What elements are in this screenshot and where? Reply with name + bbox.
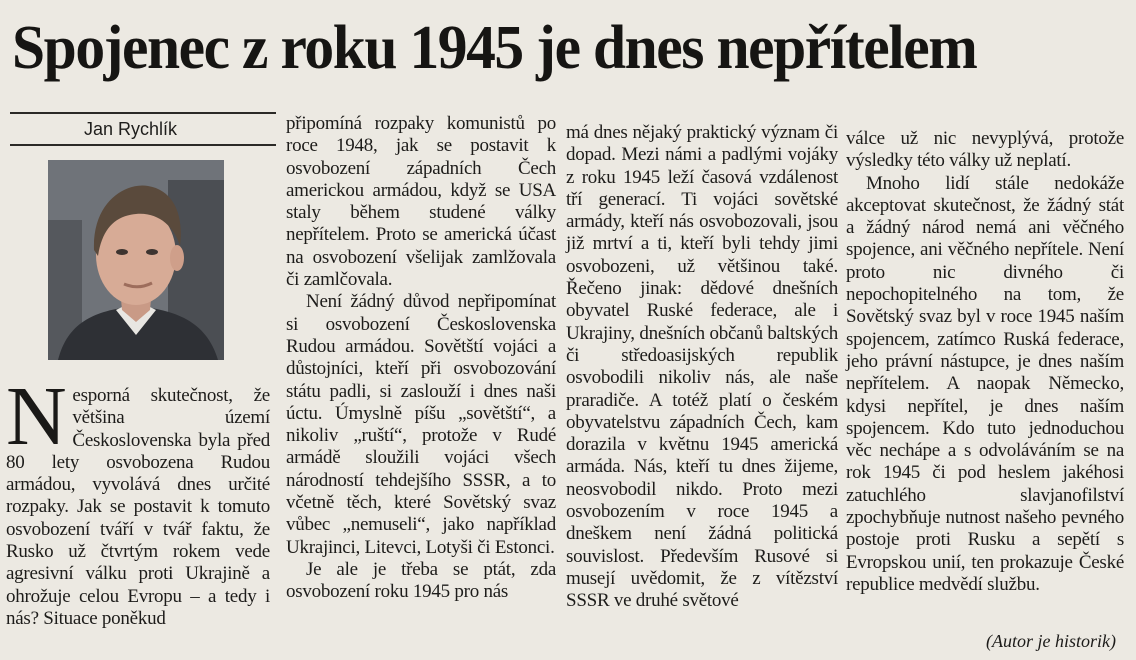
column-2-paragraph-1: připomíná rozpaky komunistů po roce 1948, jak se postavit k osvobození západních Čech americkou armádou, když se USA staly během studené války nepřítelem. Proto se americká účast na osvobození všelijak zamlžovala či zamlčovala. bbox=[286, 113, 556, 291]
author-byline: Jan Rychlík bbox=[84, 119, 178, 139]
lead-text: esporná skutečnost, že většina území Československa byla před 80 lety osvobozena Rudou armádou, vyvolává dnes určité rozpaky. Jak se postavit k tomuto osvobození tváří v tvář faktu, že Rusko už čtvrtým rokem vede agresivní válku proti Ukrajině a ohrožuje celou Evropu – a tedy i nás? Situace poněkud bbox=[6, 385, 270, 629]
author-signature: (Autor je historik) bbox=[986, 631, 1116, 651]
dropcap-letter: N bbox=[6, 370, 67, 463]
article-column-3 bbox=[566, 122, 838, 613]
byline-rule-bottom bbox=[10, 144, 276, 146]
lead-paragraph bbox=[6, 370, 270, 630]
article-column-2 bbox=[286, 113, 556, 604]
article-headline: Spojenec z roku 1945 je dnes nepřítelem bbox=[12, 14, 977, 82]
byline-rule-top bbox=[10, 112, 276, 114]
column-4-paragraph-1: válce už nic nevyplývá, protože výsledky této války už neplatí. bbox=[846, 128, 1124, 172]
author-photo bbox=[48, 160, 224, 360]
column-2-paragraph-3: Je ale je třeba se ptát, zda osvobození roku 1945 pro nás bbox=[286, 558, 556, 603]
column-4-paragraph-2: Mnoho lidí stále nedokáže akceptovat skutečnost, že žádný stát a žádný národ nemá ani věčného spojence, ani věčného nepřítele. Není proto nic divného či nepochopitelného na tom, že Sovětský svaz byl v roce 1945 naším spojencem, zatímco Ruská federace, jeho právní nástupce, je dnes naším nepřítelem. A naopak Německo, kdysi nepřítel, je dnes naším spojencem. Kdo tuto jednoduchou věc nechápe a s odvoláváním se na rok 1945 či pod heslem jakéhosi zatuchlého slavjanofilství zpochybňuje nutnost našeho pevného postoje proti Rusku a sepětí s Evropskou unií, ten prokazuje České republice medvědí službu. bbox=[846, 172, 1124, 595]
column-3-paragraph-1: má dnes nějaký praktický význam či dopad. Mezi námi a padlými vojáky z roku 1945 leží časová vzdálenost tří generací. Ti vojáci sovětské armády, kteří nás osvobozovali, jsou již mrtví a ti, kteří byli tehdy jimi osvobozeni, už většinou také. Řečeno jinak: dědové dnešních obyvatel Ruské federace, ale i Ukrajiny, dnešních občanů baltských či středoasijských republik osvobodili nikoliv nás, ale naše praradiče. A totéž platí o českém obyvatelstvu západních Čech, kam dorazila v květnu 1945 americká armáda. Nás, kteří tu dnes žijeme, neosvobodil nikdo. Proto mezi osvobozením v roce 1945 a dneškem není žádná politická souvislost. Především Rusové si musejí uvědomit, že z vítězství SSSR ve druhé světové bbox=[566, 122, 838, 612]
article-column-1 bbox=[6, 370, 270, 630]
article-column-4 bbox=[846, 128, 1124, 596]
column-2-paragraph-2: Není žádný důvod nepřipomínat si osvobození Československa Rudou armádou. Sovětští vojáci a důstojníci, kteří při osvobozování státu padli, si zaslouží i dnes naši úctu. Úmyslně píšu „sovětští“, a nikoliv „ruští“, protože v Rudé armádě sloužili vojáci všech národností tehdejšího SSSR, a to včetně těch, které Sovětský svaz vůbec „nemuseli“, jako například Ukrajinci, Litevci, Lotyši či Estonci. bbox=[286, 291, 556, 558]
